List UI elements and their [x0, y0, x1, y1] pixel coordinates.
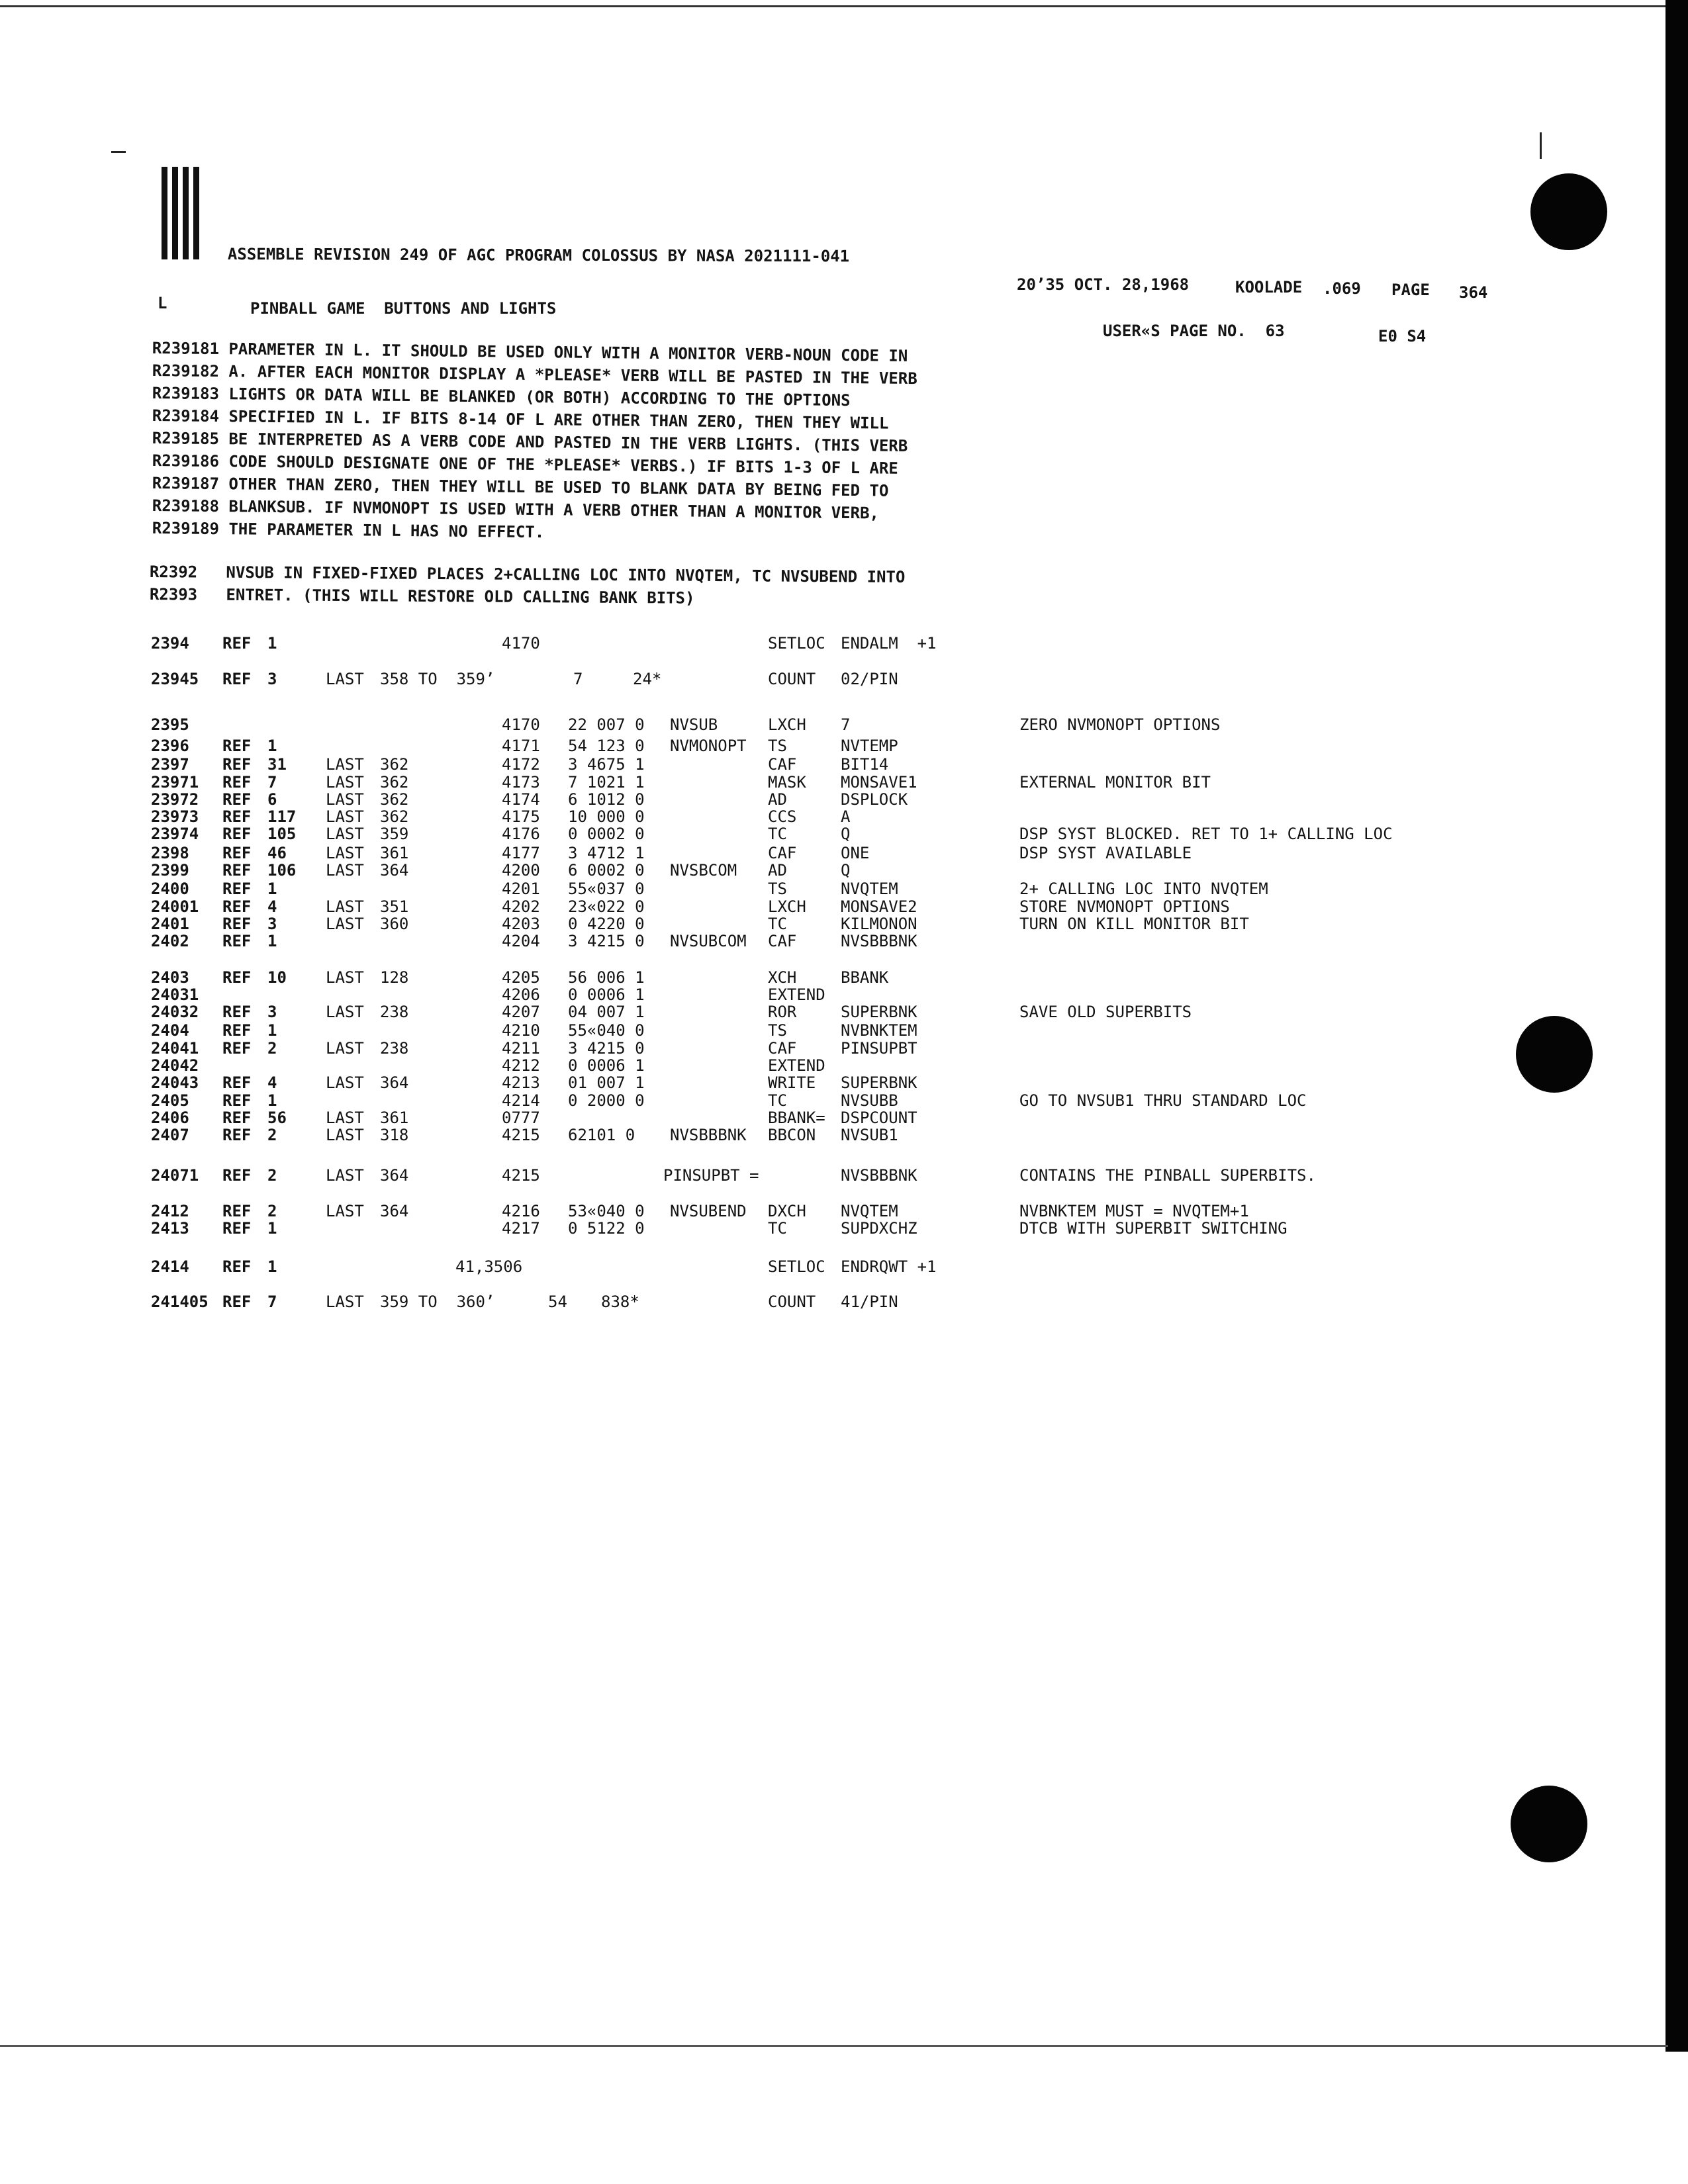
listing-addr: 4172 — [502, 755, 540, 774]
listing-n: 105 — [267, 825, 297, 843]
listing-op: SETLOC — [768, 1257, 825, 1276]
listing-comment: EXTERNAL MONITOR BIT — [1019, 773, 1211, 792]
listing-addr: 0777 — [502, 1109, 540, 1127]
listing-op: AD — [768, 861, 787, 880]
listing-op: TS — [768, 880, 787, 898]
listing-op: BBCON — [768, 1126, 816, 1144]
listing-operand: 7 — [841, 715, 851, 734]
listing-ref: REF — [222, 807, 252, 826]
listing-page: 360 — [380, 915, 409, 933]
listing-operand: KILMONON — [841, 915, 917, 933]
listing-op: MASK — [768, 773, 806, 792]
listing-seq: 24071 — [151, 1166, 199, 1185]
listing-ref: REF — [222, 897, 252, 916]
listing-operand: NVBNKTEM — [841, 1021, 917, 1040]
listing-seq: 2404 — [151, 1021, 189, 1040]
listing-label: NVSUBEND — [670, 1202, 747, 1220]
listing-octal: 0 0002 0 — [568, 825, 645, 843]
listing-op: LXCH — [768, 897, 806, 916]
listing-n: 2 — [267, 1039, 277, 1058]
listing-page: 361 — [380, 1109, 409, 1127]
listing-addr: 4215 — [502, 1126, 540, 1144]
listing-seq: 2407 — [151, 1126, 189, 1144]
listing-n: 2 — [267, 1126, 277, 1144]
listing-page: 128 — [380, 968, 409, 987]
listing-op: CAF — [768, 1039, 797, 1058]
listing-ref: REF — [222, 1219, 252, 1238]
listing-last: LAST — [326, 1039, 364, 1058]
listing-comment: NVBNKTEM MUST = NVQTEM+1 — [1019, 1202, 1249, 1220]
listing-octal: 0 0006 1 — [568, 985, 645, 1004]
listing-octal: 7 1021 1 — [568, 773, 645, 792]
listing-seq: 23974 — [151, 825, 199, 843]
listing-octal: 56 006 1 — [568, 968, 645, 987]
comment-line: R239184 SPECIFIED IN L. IF BITS 8-14 OF L ARE OTHER THAN ZERO, THEN THEY WILL — [152, 406, 889, 433]
listing-addr: 4171 — [502, 737, 540, 755]
listing-ref: REF — [222, 1073, 252, 1092]
section-letter: L — [158, 294, 167, 312]
listing-octal: 0 4220 0 — [568, 915, 645, 933]
listing-seq: 2414 — [151, 1257, 189, 1276]
listing-n: 10 — [267, 968, 287, 987]
listing-op: CAF — [768, 755, 797, 774]
listing-seq: 23945 — [151, 670, 199, 688]
listing-operand: NVSUB1 — [841, 1126, 898, 1144]
listing-addr: 4170 — [502, 634, 540, 653]
listing-octal: 838* — [601, 1293, 639, 1311]
listing-addr: 4177 — [502, 844, 540, 862]
listing-op: TC — [768, 825, 787, 843]
listing-page: 361 — [380, 844, 409, 862]
comment-line: R239181 PARAMETER IN L. IT SHOULD BE USED ONLY WITH A MONITOR VERB-NOUN CODE IN — [152, 339, 908, 365]
user-page-number: USER«S PAGE NO. 63 — [1103, 322, 1285, 340]
listing-last: LAST — [326, 807, 364, 826]
listing-operand: BBANK — [841, 968, 889, 987]
listing-ref: REF — [222, 755, 252, 774]
listing-op: COUNT — [768, 670, 816, 688]
listing-octal: 0 2000 0 — [568, 1091, 645, 1110]
listing-seq: 23973 — [151, 807, 199, 826]
listing-operand: DSPCOUNT — [841, 1109, 917, 1127]
listing-page: 364 — [380, 1202, 409, 1220]
listing-operand: Q — [841, 861, 851, 880]
listing-n: 1 — [267, 880, 277, 898]
listing-seq: 2394 — [151, 634, 189, 653]
listing-operand: ENDALM +1 — [841, 634, 937, 653]
listing-op: TC — [768, 1091, 787, 1110]
listing-operand: SUPERBNK — [841, 1073, 917, 1092]
listing-octal: 0 0006 1 — [568, 1056, 645, 1075]
header-page-number: 364 — [1459, 283, 1488, 302]
listing-comment: TURN ON KILL MONITOR BIT — [1019, 915, 1249, 933]
listing-page: 364 — [380, 861, 409, 880]
listing-operand: Q — [841, 825, 851, 843]
listing-addr: 4210 — [502, 1021, 540, 1040]
listing-label: PINSUPBT = — [663, 1166, 759, 1185]
listing-n: 6 — [267, 790, 277, 809]
listing-last: LAST — [326, 897, 364, 916]
listing-page: 362 — [380, 755, 409, 774]
listing-operand: ONE — [841, 844, 870, 862]
listing-ref: REF — [222, 880, 252, 898]
section-title: PINBALL GAME BUTTONS AND LIGHTS — [250, 299, 557, 318]
listing-last: LAST — [326, 1003, 364, 1021]
listing-seq: 241405 — [151, 1293, 209, 1311]
listing-operand: A — [841, 807, 851, 826]
listing-operand: MONSAVE2 — [841, 897, 917, 916]
listing-last: LAST — [326, 773, 364, 792]
comment-line: R239186 CODE SHOULD DESIGNATE ONE OF THE *PLEASE* VERBS.) IF BITS 1-3 OF L ARE — [152, 451, 898, 478]
listing-addr: 54 — [548, 1293, 567, 1311]
listing-page: 318 — [380, 1126, 409, 1144]
listing-label: NVSBCOM — [670, 861, 737, 880]
listing-last: LAST — [326, 670, 364, 688]
listing-seq: 2405 — [151, 1091, 189, 1110]
listing-octal: 22 007 0 — [568, 715, 645, 734]
listing-n: 4 — [267, 897, 277, 916]
listing-op: SETLOC — [768, 634, 825, 653]
listing-octal: 10 000 0 — [568, 807, 645, 826]
listing-n: 56 — [267, 1109, 287, 1127]
listing-octal: 3 4215 0 — [568, 1039, 645, 1058]
listing-addr: 4215 — [502, 1166, 540, 1185]
listing-addr: 41,3506 — [455, 1257, 523, 1276]
listing-seq: 24043 — [151, 1073, 199, 1092]
header-timestamp: 20’35 OCT. 28,1968 — [1017, 275, 1190, 294]
listing-ref: REF — [222, 1003, 252, 1021]
listing-label: NVSUB — [670, 715, 718, 734]
listing-last: LAST — [326, 1073, 364, 1092]
listing-addr: 4205 — [502, 968, 540, 987]
listing-label: NVMONOPT — [670, 737, 747, 755]
listing-ref: REF — [222, 1166, 252, 1185]
listing-n: 7 — [267, 773, 277, 792]
listing-n: 1 — [267, 1219, 277, 1238]
listing-addr: 4173 — [502, 773, 540, 792]
listing-addr: 4214 — [502, 1091, 540, 1110]
listing-comment: DSP SYST AVAILABLE — [1019, 844, 1192, 862]
listing-addr: 4212 — [502, 1056, 540, 1075]
listing-seq: 2396 — [151, 737, 189, 755]
punch-hole-top — [1530, 173, 1607, 250]
listing-seq: 2412 — [151, 1202, 189, 1220]
listing-n: 3 — [267, 1003, 277, 1021]
listing-addr: 4206 — [502, 985, 540, 1004]
listing-label: NVSBBBNK — [670, 1126, 747, 1144]
listing-ref: REF — [222, 773, 252, 792]
listing-seq: 2401 — [151, 915, 189, 933]
listing-octal: 01 007 1 — [568, 1073, 645, 1092]
listing-operand: ENDRQWT +1 — [841, 1257, 937, 1276]
listing-seq: 2395 — [151, 715, 189, 734]
punch-hole-middle — [1516, 1016, 1593, 1093]
listing-n: 7 — [267, 1293, 277, 1311]
listing-n: 4 — [267, 1073, 277, 1092]
listing-seq: 2413 — [151, 1219, 189, 1238]
listing-page: 359 — [380, 825, 409, 843]
listing-addr: 4203 — [502, 915, 540, 933]
listing-addr: 4200 — [502, 861, 540, 880]
listing-operand: NVQTEM — [841, 880, 898, 898]
comment-line: R239189 THE PARAMETER IN L HAS NO EFFECT. — [152, 519, 545, 542]
listing-ref: REF — [222, 1202, 252, 1220]
comment-line: R239187 OTHER THAN ZERO, THEN THEY WILL BE USED TO BLANK DATA BY BEING FED TO — [152, 474, 889, 500]
scanner-border — [1665, 0, 1688, 2052]
listing-operand: 41/PIN — [841, 1293, 898, 1311]
listing-ref: REF — [222, 1039, 252, 1058]
comment-line: R239185 BE INTERPRETED AS A VERB CODE AND PASTED IN THE VERB LIGHTS. (THIS VERB — [152, 429, 908, 455]
listing-addr: 4204 — [502, 932, 540, 950]
listing-op: LXCH — [768, 715, 806, 734]
listing-n: 1 — [267, 1021, 277, 1040]
page-top-edge — [0, 5, 1668, 7]
listing-last: LAST — [326, 1166, 364, 1185]
listing-n: 2 — [267, 1202, 277, 1220]
listing-ref: REF — [222, 1021, 252, 1040]
listing-last: LAST — [326, 790, 364, 809]
listing-n: 1 — [267, 634, 277, 653]
listing-addr: 4174 — [502, 790, 540, 809]
comment-line: R2393 ENTRET. (THIS WILL RESTORE OLD CALLING BANK BITS) — [149, 585, 695, 608]
listing-octal: 53«040 0 — [568, 1202, 645, 1220]
listing-octal: 23«022 0 — [568, 897, 645, 916]
listing-octal: 55«040 0 — [568, 1021, 645, 1040]
header-e-code: E0 S4 — [1378, 327, 1427, 345]
listing-addr: 4216 — [502, 1202, 540, 1220]
listing-page: 358 TO 359’ — [380, 670, 495, 688]
listing-comment: CONTAINS THE PINBALL SUPERBITS. — [1019, 1166, 1316, 1185]
listing-operand: NVSUBB — [841, 1091, 898, 1110]
listing-page: 238 — [380, 1003, 409, 1021]
comment-line: R239182 A. AFTER EACH MONITOR DISPLAY A *PLEASE* VERB WILL BE PASTED IN THE VERB — [152, 361, 917, 388]
listing-comment: DTCB WITH SUPERBIT SWITCHING — [1019, 1219, 1288, 1238]
listing-page: 362 — [380, 773, 409, 792]
listing-operand: BIT14 — [841, 755, 889, 774]
listing-ref: REF — [222, 825, 252, 843]
listing-last: LAST — [326, 755, 364, 774]
listing-page: 362 — [380, 807, 409, 826]
listing-n: 106 — [267, 861, 297, 880]
listing-n: 3 — [267, 670, 277, 688]
listing-operand: MONSAVE1 — [841, 773, 917, 792]
listing-op: TS — [768, 1021, 787, 1040]
listing-op: WRITE — [768, 1073, 816, 1092]
listing-last: LAST — [326, 1109, 364, 1127]
comment-line: R239183 LIGHTS OR DATA WILL BE BLANKED (OR BOTH) ACCORDING TO THE OPTIONS — [152, 384, 851, 410]
listing-n: 46 — [267, 844, 287, 862]
listing-last: LAST — [326, 825, 364, 843]
listing-last: LAST — [326, 1293, 364, 1311]
listing-addr: 7 — [573, 670, 583, 688]
listing-op: CAF — [768, 932, 797, 950]
listing-ref: REF — [222, 932, 252, 950]
listing-op: EXTEND — [768, 985, 825, 1004]
comment-line: R239188 BLANKSUB. IF NVMONOPT IS USED WITH A VERB OTHER THAN A MONITOR VERB, — [152, 496, 880, 523]
listing-addr: 4207 — [502, 1003, 540, 1021]
listing-ref: REF — [222, 861, 252, 880]
listing-seq: 24031 — [151, 985, 199, 1004]
listing-op: EXTEND — [768, 1056, 825, 1075]
listing-addr: 4175 — [502, 807, 540, 826]
listing-ref: REF — [222, 634, 252, 653]
listing-op: ROR — [768, 1003, 797, 1021]
listing-comment: STORE NVMONOPT OPTIONS — [1019, 897, 1230, 916]
listing-comment: 2+ CALLING LOC INTO NVQTEM — [1019, 880, 1268, 898]
listing-comment: ZERO NVMONOPT OPTIONS — [1019, 715, 1221, 734]
listing-last: LAST — [326, 915, 364, 933]
listing-ref: REF — [222, 844, 252, 862]
listing-ref: REF — [222, 1293, 252, 1311]
listing-octal: 55«037 0 — [568, 880, 645, 898]
listing-octal: 3 4712 1 — [568, 844, 645, 862]
listing-octal: 3 4675 1 — [568, 755, 645, 774]
listing-seq: 2397 — [151, 755, 189, 774]
listing-n: 3 — [267, 915, 277, 933]
listing-op: XCH — [768, 968, 797, 987]
listing-operand: DSPLOCK — [841, 790, 908, 809]
listing-seq: 23971 — [151, 773, 199, 792]
page-bottom-edge — [0, 2045, 1668, 2047]
listing-comment: SAVE OLD SUPERBITS — [1019, 1003, 1192, 1021]
listing-addr: 4202 — [502, 897, 540, 916]
listing-ref: REF — [222, 1257, 252, 1276]
staple-mark — [162, 167, 208, 266]
listing-op: CCS — [768, 807, 797, 826]
listing-seq: 2398 — [151, 844, 189, 862]
listing-n: 31 — [267, 755, 287, 774]
listing-seq: 24001 — [151, 897, 199, 916]
listing-ref: REF — [222, 915, 252, 933]
listing-addr: 4217 — [502, 1219, 540, 1238]
listing-page: 359 TO 360’ — [380, 1293, 495, 1311]
listing-addr: 4176 — [502, 825, 540, 843]
listing-ref: REF — [222, 670, 252, 688]
listing-octal: 04 007 1 — [568, 1003, 645, 1021]
listing-label: NVSUBCOM — [670, 932, 747, 950]
listing-octal: 24* — [633, 670, 662, 688]
listing-ref: REF — [222, 1091, 252, 1110]
listing-n: 2 — [267, 1166, 277, 1185]
listing-page: 351 — [380, 897, 409, 916]
listing-addr: 4170 — [502, 715, 540, 734]
listing-op: TS — [768, 737, 787, 755]
listing-operand: NVTEMP — [841, 737, 898, 755]
listing-ref: REF — [222, 968, 252, 987]
listing-octal: 62101 0 — [568, 1126, 635, 1144]
listing-addr: 4213 — [502, 1073, 540, 1092]
listing-op: CAF — [768, 844, 797, 862]
listing-last: LAST — [326, 844, 364, 862]
listing-seq: 2399 — [151, 861, 189, 880]
listing-seq: 24032 — [151, 1003, 199, 1021]
listing-seq: 2402 — [151, 932, 189, 950]
listing-operand: SUPERBNK — [841, 1003, 917, 1021]
listing-ref: REF — [222, 1109, 252, 1127]
listing-page: 364 — [380, 1166, 409, 1185]
listing-page: 238 — [380, 1039, 409, 1058]
listing-operand: PINSUPBT — [841, 1039, 917, 1058]
listing-seq: 23972 — [151, 790, 199, 809]
listing-seq: 2406 — [151, 1109, 189, 1127]
listing-operand: NVQTEM — [841, 1202, 898, 1220]
listing-addr: 4211 — [502, 1039, 540, 1058]
listing-op: BBANK= — [768, 1109, 825, 1127]
listing-octal: 6 1012 0 — [568, 790, 645, 809]
listing-comment: GO TO NVSUB1 THRU STANDARD LOC — [1019, 1091, 1307, 1110]
listing-op: TC — [768, 1219, 787, 1238]
listing-op: DXCH — [768, 1202, 806, 1220]
header-title: ASSEMBLE REVISION 249 OF AGC PROGRAM COLOSSUS BY NASA 2021111-041 — [227, 245, 850, 266]
listing-octal: 0 5122 0 — [568, 1219, 645, 1238]
listing-op: TC — [768, 915, 787, 933]
listing-op: COUNT — [768, 1293, 816, 1311]
listing-last: LAST — [326, 1126, 364, 1144]
listing-ref: REF — [222, 1126, 252, 1144]
listing-comment: DSP SYST BLOCKED. RET TO 1+ CALLING LOC — [1019, 825, 1393, 843]
listing-ref: REF — [222, 737, 252, 755]
listing-last: LAST — [326, 1202, 364, 1220]
listing-seq: 2403 — [151, 968, 189, 987]
listing-n: 117 — [267, 807, 297, 826]
header-author: KOOLADE — [1235, 278, 1303, 296]
listing-page: 362 — [380, 790, 409, 809]
listing-octal: 3 4215 0 — [568, 932, 645, 950]
listing-octal: 6 0002 0 — [568, 861, 645, 880]
listing-seq: 24042 — [151, 1056, 199, 1075]
listing-seq: 2400 — [151, 880, 189, 898]
punch-hole-bottom — [1511, 1786, 1587, 1862]
header-code: .069 — [1323, 279, 1361, 298]
listing-octal: 54 123 0 — [568, 737, 645, 755]
listing-ref: REF — [222, 790, 252, 809]
stray-mark — [1540, 132, 1542, 159]
listing-operand: NVSBBBNK — [841, 1166, 917, 1185]
listing-last: LAST — [326, 968, 364, 987]
listing-operand: 02/PIN — [841, 670, 898, 688]
listing-n: 1 — [267, 932, 277, 950]
header-page-label: PAGE — [1391, 281, 1430, 299]
listing-page: 364 — [380, 1073, 409, 1092]
listing-n: 1 — [267, 1091, 277, 1110]
listing-last: LAST — [326, 861, 364, 880]
listing-n: 1 — [267, 1257, 277, 1276]
listing-op: AD — [768, 790, 787, 809]
listing-operand: SUPDXCHZ — [841, 1219, 917, 1238]
comment-line: R2392 NVSUB IN FIXED-FIXED PLACES 2+CALLING LOC INTO NVQTEM, TC NVSUBEND INTO — [149, 563, 906, 586]
listing-n: 1 — [267, 737, 277, 755]
listing-seq: 24041 — [151, 1039, 199, 1058]
listing-operand: NVSBBBNK — [841, 932, 917, 950]
stray-mark — [111, 151, 126, 153]
listing-addr: 4201 — [502, 880, 540, 898]
